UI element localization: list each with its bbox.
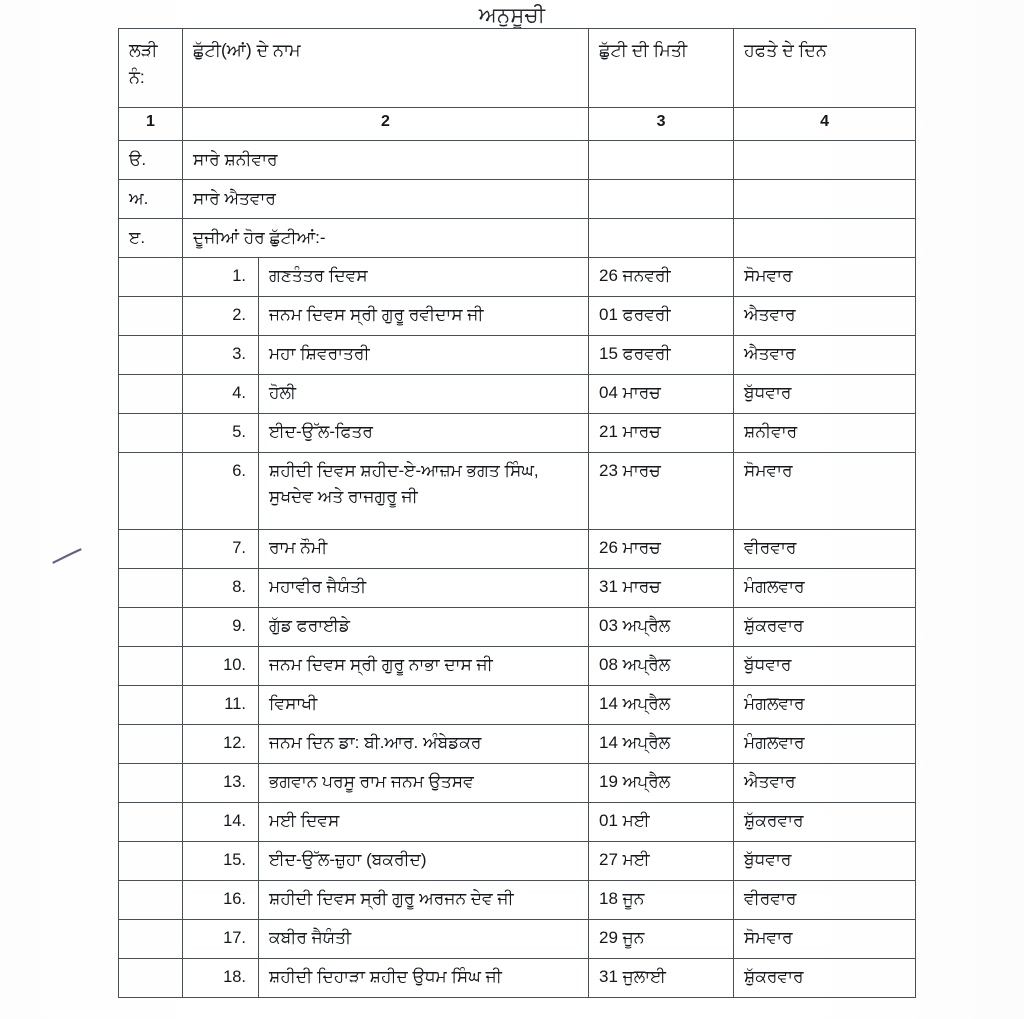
row-week-day-cell xyxy=(734,725,916,764)
row-holiday-name: ਗੁੱਡ ਫਰਾਈਡੇ xyxy=(269,616,350,635)
row-holiday-name-cell xyxy=(259,375,589,414)
row-week-day: ਸ਼ੁੱਕਰਵਾਰ xyxy=(744,967,804,986)
row-holiday-name-cell xyxy=(259,297,589,336)
row-holiday-date: 26 ਜਨਵਰੀ xyxy=(599,266,671,285)
row-serial-cell xyxy=(183,920,259,959)
table-row xyxy=(119,375,916,414)
row-serial-cell xyxy=(183,258,259,297)
row-marker-cell xyxy=(119,725,183,764)
row-serial-cell xyxy=(183,336,259,375)
row-marker-cell xyxy=(119,569,183,608)
row-serial-number: 18. xyxy=(223,968,246,986)
row-serial-number: 4. xyxy=(232,384,246,402)
table-row xyxy=(119,881,916,920)
row-holiday-name-cell xyxy=(259,803,589,842)
row-serial-cell xyxy=(183,569,259,608)
row-week-day: ਬੁੱਧਵਾਰ xyxy=(744,383,792,402)
row-week-day: ਸੋਮਵਾਰ xyxy=(744,928,793,947)
table-row xyxy=(119,764,916,803)
row-holiday-date: 08 ਅਪ੍ਰੈਲ xyxy=(599,655,671,674)
row-holiday-date: 23 ਮਾਰਚ xyxy=(599,461,661,480)
row-serial-cell xyxy=(183,297,259,336)
row-holiday-name: ਸ਼ਹੀਦੀ ਦਿਹਾੜਾ ਸ਼ਹੀਦ ਉਧਮ ਸਿੰਘ ਜੀ xyxy=(269,967,502,986)
row-holiday-date: 14 ਅਪ੍ਰੈਲ xyxy=(599,694,671,713)
table-row xyxy=(119,920,916,959)
lettered-marker: ੳ. xyxy=(129,150,147,169)
row-marker-cell xyxy=(119,258,183,297)
row-marker-cell xyxy=(119,959,183,998)
lettered-text: ਦੂਜੀਆਂ ਹੋਰ ਛੁੱਟੀਆਂ:- xyxy=(193,228,326,247)
row-holiday-date: 01 ਫਰਵਰੀ xyxy=(599,305,671,324)
row-holiday-date-cell xyxy=(589,764,734,803)
row-holiday-date: 04 ਮਾਰਚ xyxy=(599,383,661,402)
lettered-day xyxy=(734,219,915,243)
row-holiday-name-cell xyxy=(259,881,589,920)
row-holiday-name: ਮਹਾਵੀਰ ਜੈਯੰਤੀ xyxy=(269,577,367,596)
lettered-marker: ਅ. xyxy=(129,189,149,208)
table-row xyxy=(119,803,916,842)
table-row xyxy=(119,686,916,725)
row-holiday-date-cell xyxy=(589,920,734,959)
margin-pen-mark xyxy=(52,548,82,564)
row-holiday-date-cell xyxy=(589,569,734,608)
lettered-date-cell xyxy=(589,141,734,180)
row-holiday-name: ਕਬੀਰ ਜੈਯੰਤੀ xyxy=(269,928,352,947)
row-serial-cell xyxy=(183,725,259,764)
row-holiday-date: 26 ਮਾਰਚ xyxy=(599,538,661,557)
header-cell-week-day xyxy=(734,29,916,108)
row-holiday-name: ਗਣਤੰਤਰ ਦਿਵਸ xyxy=(269,266,368,285)
row-holiday-date: 15 ਫਰਵਰੀ xyxy=(599,344,671,363)
header-cell-holiday-date xyxy=(589,29,734,108)
row-week-day-cell xyxy=(734,569,916,608)
table-header-row xyxy=(119,29,916,108)
row-marker-cell xyxy=(119,647,183,686)
lettered-date xyxy=(589,219,733,243)
row-holiday-date-cell xyxy=(589,686,734,725)
row-holiday-date-cell xyxy=(589,959,734,998)
row-holiday-name-cell xyxy=(259,530,589,569)
column-number-4: 4 xyxy=(820,113,829,130)
lettered-text: ਸਾਰੇ ਐਤਵਾਰ xyxy=(193,189,276,208)
table-row xyxy=(119,258,916,297)
row-week-day-cell xyxy=(734,881,916,920)
header-holiday-date-label: ਛੁੱਟੀ ਦੀ ਮਿਤੀ xyxy=(599,40,688,60)
lettered-text-cell xyxy=(183,219,589,258)
row-serial-cell xyxy=(183,881,259,920)
row-holiday-name: ਹੋਲੀ xyxy=(269,383,297,402)
row-holiday-name-cell xyxy=(259,336,589,375)
row-holiday-name: ਭਗਵਾਨ ਪਰਸੂ ਰਾਮ ਜਨਮ ਉਤਸਵ xyxy=(269,772,474,791)
row-holiday-name: ਸ਼ਹੀਦੀ ਦਿਵਸ ਸ਼ਹੀਦ-ਏ-ਆਜ਼ਮ ਭਗਤ ਸਿੰਘ, ਸੁਖਦੇਵ ਅਤੇ ਰਾਜਗੁਰੂ ਜੀ xyxy=(269,461,539,506)
row-marker-cell xyxy=(119,881,183,920)
lettered-date xyxy=(589,180,733,204)
lettered-text: ਸਾਰੇ ਸ਼ਨੀਵਾਰ xyxy=(193,150,278,169)
row-holiday-name: ਜਨਮ ਦਿਵਸ ਸ੍ਰੀ ਗੁਰੂ ਰਵੀਦਾਸ ਜੀ xyxy=(269,305,484,324)
row-holiday-date-cell xyxy=(589,725,734,764)
row-serial-number: 15. xyxy=(223,851,246,869)
row-week-day: ਬੁੱਧਵਾਰ xyxy=(744,850,792,869)
row-holiday-name-cell xyxy=(259,414,589,453)
row-holiday-date-cell xyxy=(589,530,734,569)
row-holiday-name: ਵਿਸਾਖੀ xyxy=(269,694,318,713)
lettered-marker-cell xyxy=(119,219,183,258)
row-week-day-cell xyxy=(734,414,916,453)
row-holiday-name-cell xyxy=(259,686,589,725)
column-number-1: 1 xyxy=(146,113,155,130)
row-holiday-date-cell xyxy=(589,803,734,842)
column-number-3: 3 xyxy=(656,113,666,130)
table-row xyxy=(119,141,916,180)
row-holiday-name-cell xyxy=(259,453,589,530)
lettered-marker-cell xyxy=(119,141,183,180)
table-row xyxy=(119,530,916,569)
header-cell-serial xyxy=(119,29,183,108)
table-row xyxy=(119,414,916,453)
column-number-cell-2 xyxy=(183,108,589,141)
row-week-day-cell xyxy=(734,842,916,881)
row-serial-cell xyxy=(183,647,259,686)
row-serial-cell xyxy=(183,375,259,414)
table-row xyxy=(119,453,916,530)
row-serial-number: 2. xyxy=(232,306,246,324)
row-holiday-date: 31 ਜੁਲਾਈ xyxy=(599,967,666,986)
row-serial-number: 9. xyxy=(232,617,246,635)
column-number-row xyxy=(119,108,916,141)
row-week-day-cell xyxy=(734,803,916,842)
row-marker-cell xyxy=(119,375,183,414)
row-holiday-date: 21 ਮਾਰਚ xyxy=(599,422,661,441)
row-holiday-date-cell xyxy=(589,881,734,920)
row-holiday-date-cell xyxy=(589,375,734,414)
row-week-day: ਐਤਵਾਰ xyxy=(744,305,796,324)
row-holiday-date: 29 ਜੂਨ xyxy=(599,928,645,947)
row-holiday-name: ਜਨਮ ਦਿਵਸ ਸ੍ਰੀ ਗੁਰੂ ਨਾਭਾ ਦਾਸ ਜੀ xyxy=(269,655,493,674)
lettered-text-cell xyxy=(183,141,589,180)
column-number-cell-3 xyxy=(589,108,734,141)
row-serial-number: 6. xyxy=(232,462,246,480)
lettered-day-cell xyxy=(734,219,916,258)
lettered-day-cell xyxy=(734,180,916,219)
row-holiday-date: 19 ਅਪ੍ਰੈਲ xyxy=(599,772,671,791)
row-holiday-date-cell xyxy=(589,336,734,375)
row-holiday-name: ਮਹਾ ਸ਼ਿਵਰਾਤਰੀ xyxy=(269,344,370,363)
row-holiday-date-cell xyxy=(589,297,734,336)
row-serial-number: 14. xyxy=(223,812,246,830)
row-serial-cell xyxy=(183,842,259,881)
row-holiday-date: 14 ਅਪ੍ਰੈਲ xyxy=(599,733,671,752)
row-holiday-name: ਈਦ-ਉੱਲ-ਫਿਤਰ xyxy=(269,422,373,441)
table-row xyxy=(119,569,916,608)
lettered-day xyxy=(734,180,915,204)
row-marker-cell xyxy=(119,453,183,530)
row-marker-cell xyxy=(119,608,183,647)
row-week-day: ਵੀਰਵਾਰ xyxy=(744,889,797,908)
row-week-day: ਐਤਵਾਰ xyxy=(744,344,796,363)
row-holiday-date: 01 ਮਈ xyxy=(599,811,650,830)
row-week-day: ਮੰਗਲਵਾਰ xyxy=(744,577,805,596)
table-row xyxy=(119,647,916,686)
row-serial-number: 12. xyxy=(223,734,246,752)
header-cell-holiday-name xyxy=(183,29,589,108)
row-serial-cell xyxy=(183,608,259,647)
header-holiday-name-label: ਛੁੱਟੀ(ਆਂ) ਦੇ ਨਾਮ xyxy=(193,40,301,60)
row-serial-number: 16. xyxy=(223,890,246,908)
row-week-day: ਐਤਵਾਰ xyxy=(744,772,796,791)
row-week-day: ਮੰਗਲਵਾਰ xyxy=(744,733,805,752)
row-serial-cell xyxy=(183,803,259,842)
column-number-cell-4 xyxy=(734,108,916,141)
row-serial-number: 10. xyxy=(223,656,246,674)
row-serial-number: 1. xyxy=(232,267,246,285)
holiday-schedule-table xyxy=(118,28,916,998)
row-marker-cell xyxy=(119,920,183,959)
row-marker-cell xyxy=(119,686,183,725)
row-holiday-name: ਸ਼ਹੀਦੀ ਦਿਵਸ ਸ੍ਰੀ ਗੁਰੂ ਅਰਜਨ ਦੇਵ ਜੀ xyxy=(269,889,514,908)
row-marker-cell xyxy=(119,842,183,881)
row-week-day-cell xyxy=(734,258,916,297)
row-holiday-date-cell xyxy=(589,414,734,453)
row-week-day-cell xyxy=(734,336,916,375)
lettered-day-cell xyxy=(734,141,916,180)
lettered-day xyxy=(734,141,915,165)
row-serial-cell xyxy=(183,959,259,998)
row-marker-cell xyxy=(119,803,183,842)
row-holiday-name-cell xyxy=(259,920,589,959)
row-marker-cell xyxy=(119,530,183,569)
row-week-day: ਸੋਮਵਾਰ xyxy=(744,461,793,480)
row-holiday-date-cell xyxy=(589,453,734,530)
row-serial-number: 11. xyxy=(224,695,246,713)
row-week-day: ਸ਼ਨੀਵਾਰ xyxy=(744,422,798,441)
row-holiday-name-cell xyxy=(259,764,589,803)
row-serial-number: 17. xyxy=(223,929,246,947)
row-holiday-name-cell xyxy=(259,842,589,881)
table-row xyxy=(119,608,916,647)
row-holiday-name-cell xyxy=(259,608,589,647)
page-title-text: ਅਨੁਸੂਚੀ xyxy=(478,4,546,27)
table-row xyxy=(119,336,916,375)
row-marker-cell xyxy=(119,336,183,375)
row-holiday-name: ਮਈ ਦਿਵਸ xyxy=(269,811,340,830)
lettered-text-cell xyxy=(183,180,589,219)
row-holiday-date: 18 ਜੂਨ xyxy=(599,889,645,908)
row-week-day-cell xyxy=(734,647,916,686)
row-week-day-cell xyxy=(734,453,916,530)
row-week-day: ਵੀਰਵਾਰ xyxy=(744,538,797,557)
row-serial-cell xyxy=(183,764,259,803)
lettered-marker: ੲ. xyxy=(129,228,146,247)
row-holiday-name-cell xyxy=(259,569,589,608)
row-holiday-date-cell xyxy=(589,608,734,647)
row-week-day: ਸ਼ੁੱਕਰਵਾਰ xyxy=(744,616,804,635)
lettered-date-cell xyxy=(589,180,734,219)
row-week-day-cell xyxy=(734,686,916,725)
header-serial-label: ਲੜੀ ਨੰ: xyxy=(129,40,158,87)
row-week-day-cell xyxy=(734,920,916,959)
row-holiday-name: ਈਦ-ਉੱਲ-ਜ਼ੁਹਾ (ਬਕਰੀਦ) xyxy=(269,850,427,869)
row-holiday-date: 27 ਮਈ xyxy=(599,850,650,869)
row-serial-cell xyxy=(183,414,259,453)
row-week-day: ਮੰਗਲਵਾਰ xyxy=(744,694,805,713)
row-week-day: ਸੋਮਵਾਰ xyxy=(744,266,793,285)
table-row xyxy=(119,842,916,881)
page-title xyxy=(0,3,1024,29)
row-week-day-cell xyxy=(734,764,916,803)
row-week-day-cell xyxy=(734,959,916,998)
row-week-day: ਸ਼ੁੱਕਰਵਾਰ xyxy=(744,811,804,830)
row-week-day-cell xyxy=(734,297,916,336)
table-row xyxy=(119,297,916,336)
row-holiday-name-cell xyxy=(259,725,589,764)
lettered-date-cell xyxy=(589,219,734,258)
row-marker-cell xyxy=(119,764,183,803)
row-holiday-name-cell xyxy=(259,647,589,686)
row-serial-number: 5. xyxy=(232,423,246,441)
row-serial-cell xyxy=(183,686,259,725)
row-marker-cell xyxy=(119,297,183,336)
row-serial-cell xyxy=(183,453,259,530)
row-holiday-name: ਜਨਮ ਦਿਨ ਡਾ: ਬੀ.ਆਰ. ਅੰਬੇਡਕਰ xyxy=(269,733,482,752)
table-row xyxy=(119,219,916,258)
table-row xyxy=(119,725,916,764)
row-holiday-date: 31 ਮਾਰਚ xyxy=(599,577,661,596)
lettered-date xyxy=(589,141,733,165)
row-holiday-date-cell xyxy=(589,258,734,297)
row-holiday-date-cell xyxy=(589,647,734,686)
header-week-day-label: ਹਫਤੇ ਦੇ ਦਿਨ xyxy=(744,40,827,60)
row-holiday-name-cell xyxy=(259,959,589,998)
column-number-2: 2 xyxy=(381,113,390,130)
row-marker-cell xyxy=(119,414,183,453)
lettered-marker-cell xyxy=(119,180,183,219)
row-holiday-date: 03 ਅਪ੍ਰੈਲ xyxy=(599,616,671,635)
row-serial-number: 8. xyxy=(232,578,246,596)
row-holiday-name-cell xyxy=(259,258,589,297)
row-serial-number: 13. xyxy=(223,773,246,791)
row-serial-number: 7. xyxy=(232,539,246,557)
row-serial-number: 3. xyxy=(232,345,246,363)
column-number-cell-1 xyxy=(119,108,183,141)
row-week-day: ਬੁੱਧਵਾਰ xyxy=(744,655,792,674)
row-week-day-cell xyxy=(734,608,916,647)
table-row xyxy=(119,180,916,219)
row-week-day-cell xyxy=(734,530,916,569)
row-week-day-cell xyxy=(734,375,916,414)
row-serial-cell xyxy=(183,530,259,569)
table-row xyxy=(119,959,916,998)
row-holiday-name: ਰਾਮ ਨੌਮੀ xyxy=(269,538,328,557)
row-holiday-date-cell xyxy=(589,842,734,881)
